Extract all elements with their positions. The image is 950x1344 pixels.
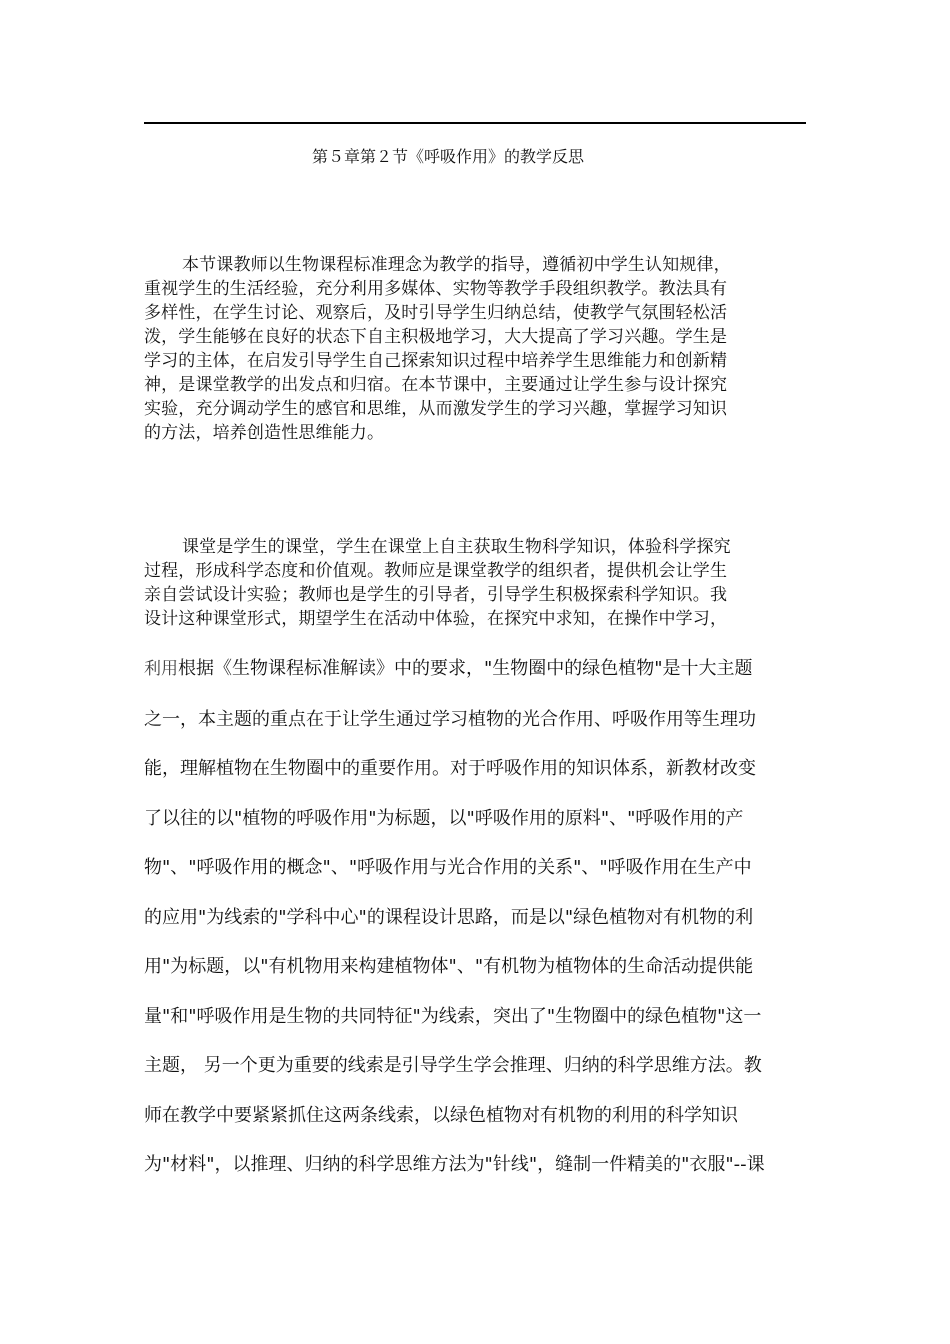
paragraph-curriculum: [144, 644, 814, 1190]
paragraph-line-text: 根据《生物课程标准解读》中的要求，"生物圈中的绿色植物"是十大主题: [178, 658, 753, 679]
paragraph-line: 本节课教师以生物课程标准理念为教学的指导，遵循初中学生认知规律，: [182, 255, 731, 275]
paragraph-line: 设计这种课堂形式，期望学生在活动中体验，在探究中求知，在操作中学习，: [144, 609, 728, 629]
paragraph-line: 重视学生的生活经验，充分利用多媒体、实物等教学手段组织教学。教法具有: [144, 279, 728, 299]
paragraph-line: 的方法，培养创造性思维能力。: [144, 423, 385, 443]
paragraph-line: 实验，充分调动学生的感官和思维，从而激发学生的学习兴趣，掌握学习知识: [144, 399, 728, 419]
paragraph-line: [144, 644, 814, 695]
paragraph-line: 过程，形成科学态度和价值观。教师应是课堂教学的组织者，提供机会让学生: [144, 561, 728, 581]
paragraph-line: 亲自尝试设计实验；教师也是学生的引导者，引导学生积极探索科学知识。我: [144, 585, 728, 605]
paragraph-teaching-approach: [144, 253, 809, 445]
paragraph-line: 学习的主体，在启发引导学生自己探索知识过程中培养学生思维能力和创新精: [144, 351, 728, 371]
paragraph-line: 神，是课堂教学的出发点和归宿。在本节课中，主要通过让学生参与设计探究: [144, 375, 728, 395]
paragraph-lead-in: 利用: [144, 659, 178, 679]
paragraph-line: 为"材料"，以推理、归纳的科学思维方法为"针线"，缝制一件精美的"衣服"--课: [144, 1154, 765, 1175]
paragraph-line: 多样性，在学生讨论、观察后，及时引导学生归纳总结，使教学气氛围轻松活: [144, 303, 728, 323]
paragraph-line: 泼，学生能够在良好的状态下自主积极地学习，大大提高了学习兴趣。学生是: [144, 327, 728, 347]
paragraph-line: 课堂是学生的课堂，学生在课堂上自主获取生物科学知识，体验科学探究: [182, 537, 731, 557]
paragraph-classroom: [144, 535, 809, 631]
paragraph-line: 师在教学中要紧紧抓住这两条线索，以绿色植物对有机物的利用的科学知识: [144, 1104, 738, 1126]
paragraph-line: 了以往的以"植物的呼吸作用"为标题，以"呼吸作用的原料"、"呼吸作用的产: [144, 807, 744, 829]
paragraph-line: 之一，本主题的重点在于让学生通过学习植物的光合作用、呼吸作用等生理功: [144, 708, 756, 730]
document-title: 第５章第２节《呼吸作用》的教学反思: [311, 147, 584, 166]
paragraph-line: 用"为标题，以"有机物用来构建植物体"、"有机物为植物体的生命活动提供能: [144, 956, 754, 977]
header-rule: [144, 122, 806, 124]
paragraph-line: 的应用"为线索的"学科中心"的课程设计思路，而是以"绿色植物对有机物的利: [144, 906, 754, 928]
paragraph-line: 能，理解植物在生物圈中的重要作用。对于呼吸作用的知识体系，新教材改变: [144, 758, 756, 779]
paragraph-line: 量"和"呼吸作用是生物的共同特征"为线索，突出了"生物圈中的绿色植物"这一: [144, 1005, 762, 1027]
paragraph-line: 物"、"呼吸作用的概念"、"呼吸作用与光合作用的关系"、"呼吸作用在生产中: [144, 857, 752, 878]
paragraph-line: 主题， 另一个更为重要的线索是引导学生学会推理、归纳的科学思维方法。教: [144, 1055, 762, 1076]
